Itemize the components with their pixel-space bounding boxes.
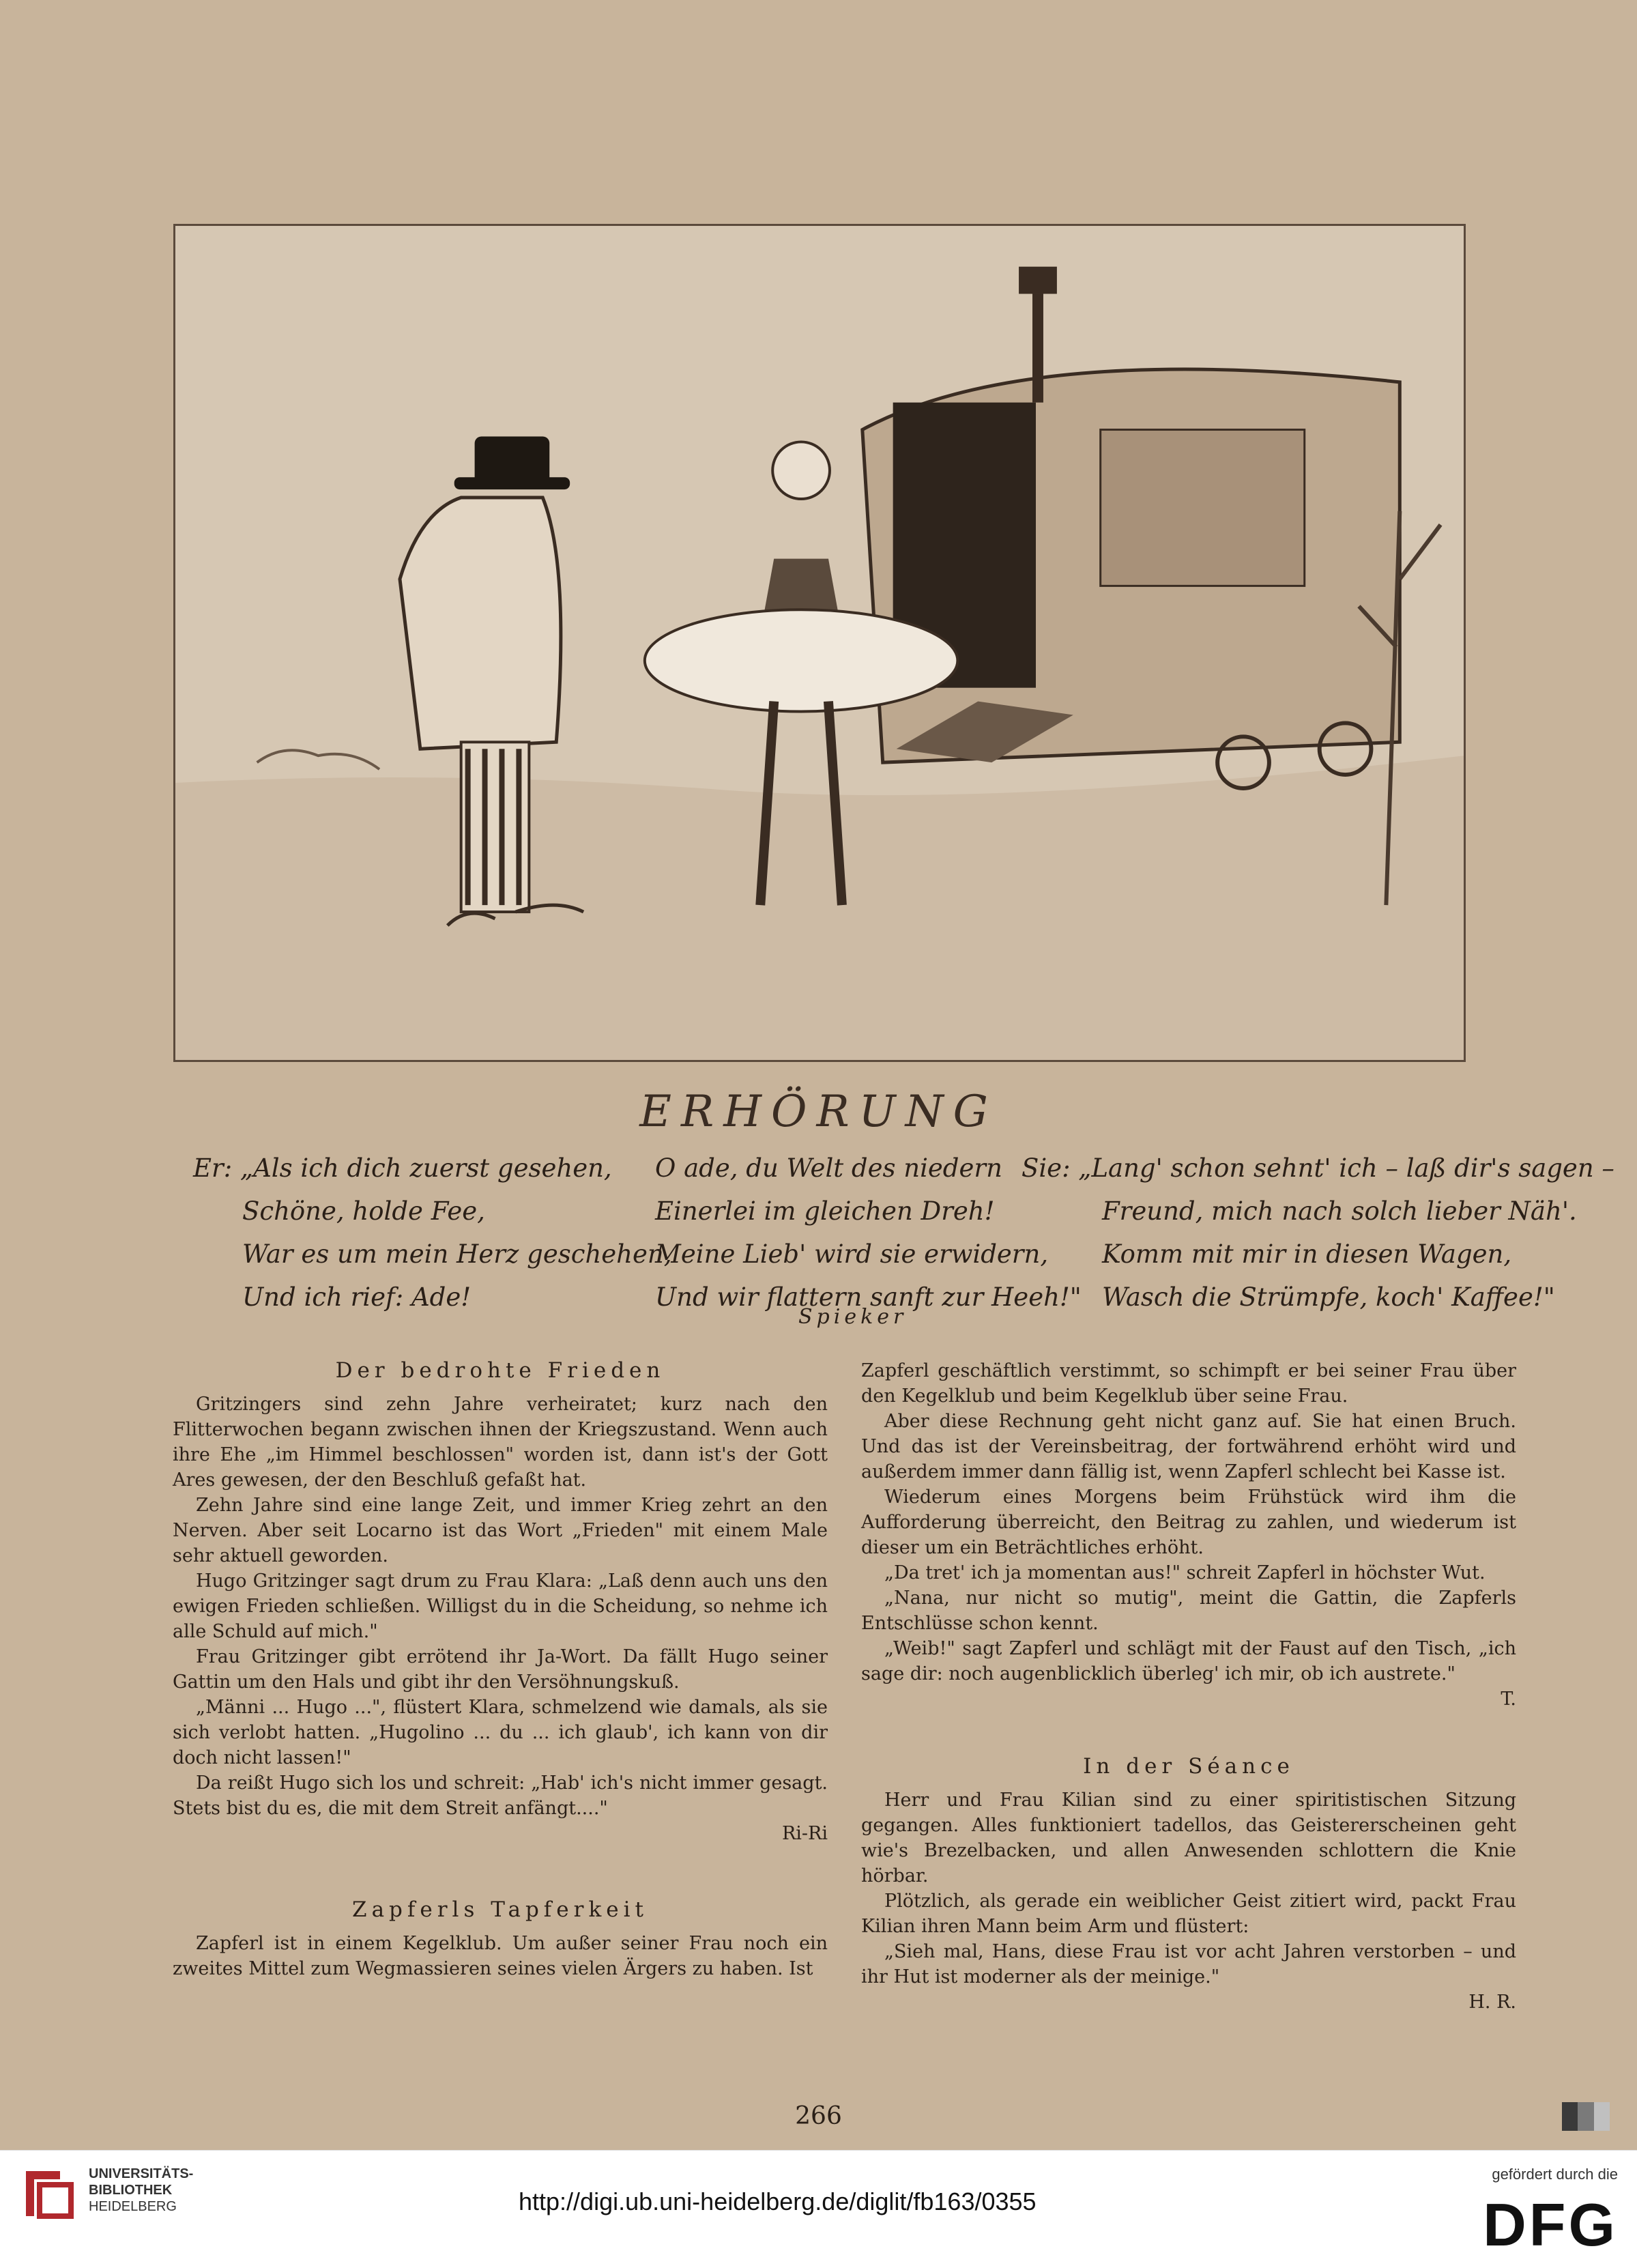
color-calibration-strip: [1562, 2102, 1610, 2131]
funding-caption: gefördert durch die: [1492, 2166, 1618, 2183]
article-signature: T.: [1501, 1689, 1516, 1710]
article-paragraph: Zapferl ist in einem Kegelklub. Um außer seiner Frau noch ein zweites Mittel zum Wegmassieren seines vielen Ärgers zu haben. Ist: [173, 1933, 828, 1979]
article-paragraph: Aber diese Rechnung geht nicht ganz auf. Sie hat einen Bruch. Und das ist der Vereinsbeitrag, der fortwährend erhöht wird und außerdem immer dann fällig ist, wenn Zapferl schlecht bei Kasse ist.: [861, 1411, 1516, 1482]
article-paragraph: „Weib!" sagt Zapferl und schlägt mit der Faust auf den Tisch, „ich sage dir: noch augenblicklich überleg' ich mir, ob ich austrete.": [861, 1638, 1516, 1684]
poem-line: Er: „Als ich dich zuerst gesehen,: [193, 1153, 612, 1183]
permalink-url[interactable]: http://digi.ub.uni-heidelberg.de/diglit/fb163/0355: [519, 2187, 1037, 2215]
article-signature: Ri-Ri: [781, 1823, 828, 1844]
article-paragraph: Plötzlich, als gerade ein weiblicher Geist zitiert wird, packt Frau Kilian ihren Mann beim Arm und flüstert:: [861, 1891, 1516, 1937]
article-paragraph: Zapferl geschäftlich verstimmt, so schimpft er bei seiner Frau über den Kegelklub und beim Kegelklub über seine Frau.: [861, 1360, 1516, 1407]
library-name-line: UNIVERSITÄTS-: [89, 2166, 194, 2181]
article-paragraph: Wiederum eines Morgens beim Frühstück wird ihm die Aufforderung überreicht, den Beitrag zu zahlen, und wiederum ist dieser um ein Beträchtliches erhöht.: [861, 1487, 1516, 1558]
article-zapferls-tapferkeit: [173, 1897, 828, 1981]
page-number: 266: [795, 2102, 842, 2130]
article-title: Zapferls Tapferkeit: [352, 1897, 648, 1922]
library-name-line: BIBLIOTHEK: [89, 2183, 173, 2198]
university-library-logo-icon[interactable]: [19, 2164, 78, 2223]
article-title: In der Séance: [1083, 1754, 1294, 1779]
poem-column-middle: [655, 1147, 1082, 1319]
poem-line: War es um mein Herz geschehen,: [242, 1239, 672, 1269]
poem-line: Meine Lieb' wird sie erwidern,: [655, 1239, 1049, 1269]
poem-line: O ade, du Welt des niedern: [655, 1153, 1002, 1183]
digitization-footer: [0, 2150, 1637, 2268]
poem-author: Spieker: [798, 1305, 908, 1329]
article-paragraph: „Da tret' ich ja momentan aus!" schreit Zapferl in höchster Wut.: [884, 1562, 1486, 1583]
article-in-der-seance: [861, 1754, 1516, 2015]
article-paragraph: Herr und Frau Kilian sind zu einer spiritistischen Sitzung gegangen. Alles funktioniert tadellos, das Geistererscheinen geht wie's Brezelbacken, und allen Anwesenden schlottern die Knie hörbar.: [861, 1790, 1516, 1886]
poem-line: Sie: „Lang' schon sehnt' ich – laß dir's sagen –: [1022, 1153, 1614, 1183]
poem-line: Komm mit mir in diesen Wagen,: [1102, 1239, 1512, 1269]
article-paragraph: „Nana, nur nicht so mutig", meint die Gattin, die Zapferls Entschlüsse schon kennt.: [861, 1588, 1516, 1634]
article-paragraph: Da reißt Hugo sich los und schreit: „Hab' ich's nicht immer gesagt. Stets bist du es, die mit dem Streit anfängt....": [173, 1772, 828, 1819]
poem-line: Schöne, holde Fee,: [242, 1196, 485, 1226]
article-signature: H. R.: [1468, 1992, 1516, 2013]
dfg-logo[interactable]: DFG: [1483, 2191, 1618, 2258]
article-der-bedrohte-frieden: [173, 1358, 828, 1846]
illustration-circus-wagon: [173, 224, 1466, 1062]
article-paragraph: „Männi ... Hugo ...", flüstert Klara, schmelzend wie damals, als sie sich verlobt hatten. „Hugolino ... du ... ich glaub', ich kann von dir doch nicht lassen!": [173, 1697, 828, 1768]
article-paragraph: Hugo Gritzinger sagt drum zu Frau Klara: „Laß denn auch uns den ewigen Frieden schließen. Willigst du in die Scheidung, so nehme ich alle Schuld auf mich.": [173, 1570, 828, 1642]
poem-title: ERHÖRUNG: [639, 1087, 998, 1137]
poem-line: Wasch die Strümpfe, koch' Kaffee!": [1102, 1282, 1555, 1312]
article-title: Der bedrohte Frieden: [335, 1358, 665, 1383]
article-zapferls-tapferkeit-continued: [861, 1358, 1516, 1712]
article-paragraph: Gritzingers sind zehn Jahre verheiratet; kurz nach den Flitterwochen begann zwischen ihnen der Kriegszustand. Wenn auch ihre Ehe „im Himmel beschlossen" worden ist, dann ist's der Gott Ares gewesen, der den Beschluß gefaßt hat.: [173, 1394, 828, 1491]
article-paragraph: Frau Gritzinger gibt errötend ihr Ja-Wort. Da fällt Hugo seiner Gattin um den Hals und gibt ihr den Versöhnungskuß.: [173, 1646, 828, 1693]
poem-line: Und wir flattern sanft zur Heeh!": [655, 1282, 1082, 1312]
poem-line: Freund, mich nach solch lieber Näh'.: [1102, 1196, 1577, 1226]
poem-line: Und ich rief: Ade!: [242, 1282, 472, 1312]
poem-column-he: [193, 1147, 672, 1319]
article-paragraph: Zehn Jahre sind eine lange Zeit, und immer Krieg zehrt an den Nerven. Aber seit Locarno ist das Wort „Frieden" mit einem Male sehr aktuell geworden.: [173, 1495, 828, 1566]
poem-line: Einerlei im gleichen Dreh!: [655, 1196, 995, 1226]
library-name-line: HEIDELBERG: [89, 2199, 177, 2214]
poem-column-she: [1022, 1147, 1614, 1319]
article-paragraph: „Sieh mal, Hans, diese Frau ist vor acht Jahren verstorben – und ihr Hut ist moderner als der meinige.": [861, 1941, 1516, 1987]
university-library-name[interactable]: [89, 2166, 193, 2215]
